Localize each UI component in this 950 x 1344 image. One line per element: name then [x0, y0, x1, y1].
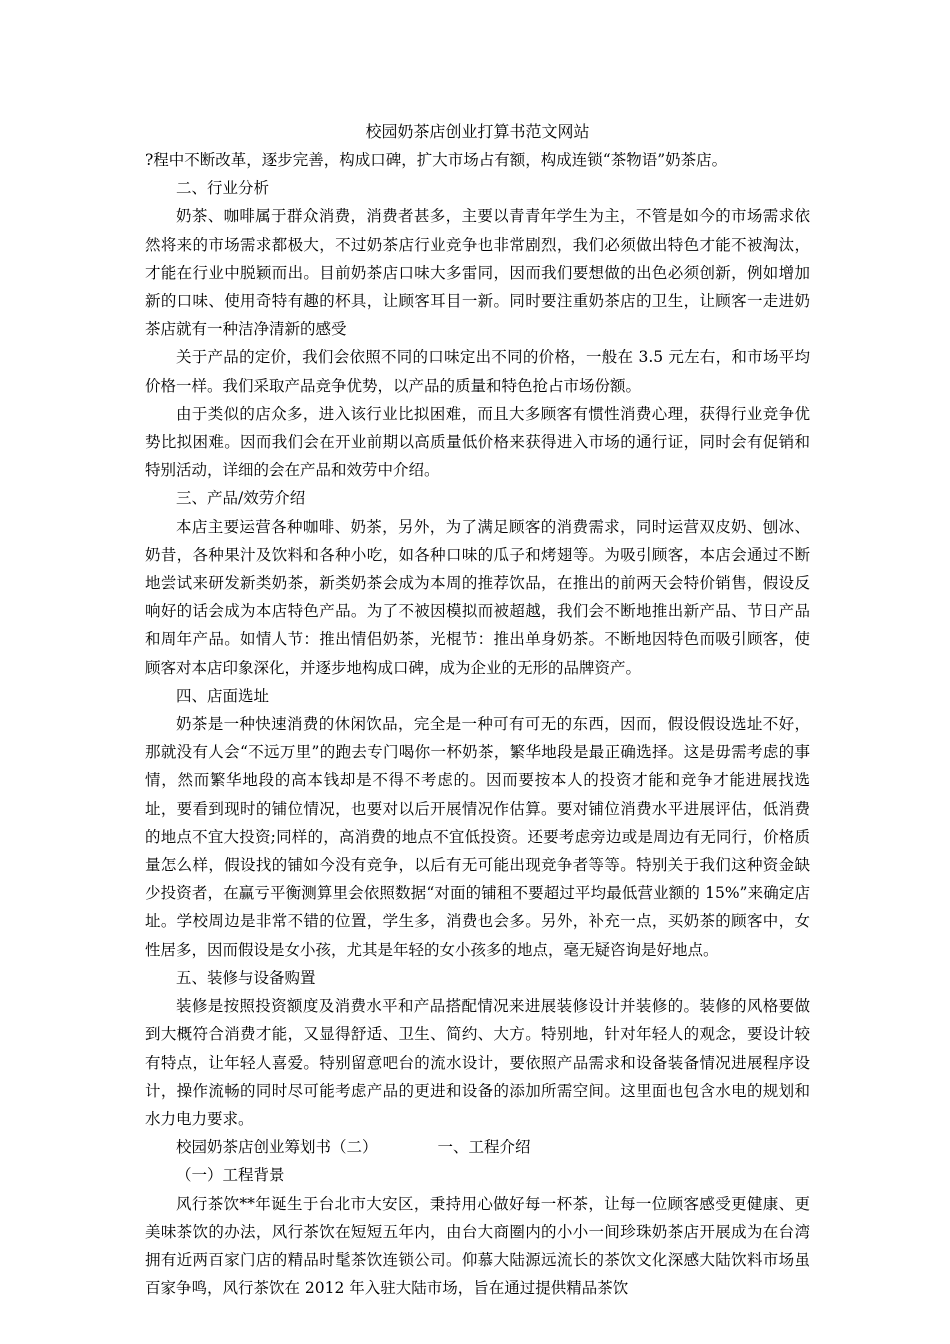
paragraph-products: 本店主要运营各种咖啡、奶茶，另外，为了满足顾客的消费需求，同时运营双皮奶、刨冰、奶昔，各种果汁及饮料和各种小吃，如各种口味的瓜子和烤翅等。为吸引顾客，本店会通过不断地尝试来研发新类奶茶，新类奶茶会成为本周的推荐饮品，在推出的前两天会特价销售，假设反响好的话会成为本店特色产品。为了不被因模拟而被超越，我们会不断地推出新产品、节日产品和周年产品。如情人节：推出情侣奶茶，光棍节：推出单身奶茶。不断地因特色而吸引顾客，使顾客对本店印象深化，并逐步地构成口碑，成为企业的无形的品牌资产。: [145, 517, 810, 677]
paragraph-continuation: ?程中不断改革，逐步完善，构成口碑，扩大市场占有额，构成连锁“茶物语”奶茶店。: [145, 151, 728, 169]
section-heading-decoration: 五、装修与设备购置: [176, 968, 316, 987]
paragraph-industry-3: 由于类似的店众多，进入该行业比拟困难，而且大多顾客有惯性消费心理，获得行业竞争优势比拟困难。因而我们会在开业前期以高质量低价格来获得进入市场的通行证，同时会有促销和特别活动，详细的会在产品和效劳中介绍。: [145, 404, 810, 480]
paragraph-background: 风行茶饮**年诞生于台北市大安区，秉持用心做好每一杯茶，让每一位顾客感受更健康、更美味茶饮的办法，风行茶饮在短短五年内，由台大商圈内的小小一间珍珠奶茶店开展成为在台湾拥有近两百家门店的精品时髦茶饮连锁公司。仰慕大陆源远流长的茶饮文化深感大陆饮料市场虽百家争鸣，风行茶饮在 2012 年入驻大陆市场，旨在通过提供精品茶饮: [145, 1194, 810, 1298]
project-intro-heading: 一、工程介绍: [437, 1138, 531, 1157]
subsection-heading-background: （一）工程背景: [176, 1166, 285, 1185]
section-heading-location: 四、店面选址: [176, 686, 270, 705]
paragraph-industry-1: 奶茶、咖啡属于群众消费，消费者甚多，主要以青青年学生为主，不管是如今的市场需求依然将来的市场需求都极大，不过奶茶店行业竞争也非常剧烈，我们必须做出特色才能不被淘汰，才能在行业中脱颖而出。目前奶茶店口味大多雷同，因而我们要想做的出色必须创新，例如增加新的口味、使用奇特有趣的杯具，让顾客耳目一新。同时要注重奶茶店的卫生，让顾客一走进奶茶店就有一种洁净清新的感受: [145, 207, 810, 339]
paragraph-location: 奶茶是一种快速消费的休闲饮品，完全是一种可有可无的东西，因而，假设假设选址不好，那就没有人会“不远万里”的跑去专门喝你一杯奶茶，繁华地段是最正确选择。这是毋需考虑的事情，然而繁华地段的高本钱却是不得不考虑的。因而要按本人的投资才能和竞争才能进展找选址，要看到现时的铺位情况，也要对以后开展情况作估算。要对铺位消费水平进展评估，低消费的地点不宜大投资;同样的，高消费的地点不宜低投资。还要考虑旁边或是周边有无同行，价格质量怎么样，假设找的铺如今没有竞争，以后有无可能出现竞争者等等。特别关于我们这种资金缺少投资者，在赢亏平衡测算里会依照数据“对面的铺租不要超过平均最低营业额的 15%”来确定店址。学校周边是非常不错的位置，学生多，消费也会多。另外，补充一点，买奶茶的顾客中，女性居多，因而假设是女小孩，尤其是年轻的女小孩多的地点，毫无疑咨询是好地点。: [145, 715, 810, 959]
section-heading-plan-two: [145, 1133, 810, 1161]
section-heading-products: 三、产品/效劳介绍: [176, 489, 306, 508]
document-page: [145, 118, 810, 1302]
section-heading-industry-analysis: 二、行业分析: [176, 179, 270, 198]
paragraph-decoration: 装修是按照投资额度及消费水平和产品搭配情况来进展装修设计并装修的。装修的风格要做到大概符合消费才能，又显得舒适、卫生、简约、大方。特别地，针对年轻人的观念，要设计较有特点，让年轻人喜爱。特别留意吧台的流水设计，要依照产品需求和设备装备情况进展程序设计，操作流畅的同时尽可能考虑产品的更进和设备的添加所需空间。这里面也包含水电的规划和水力电力要求。: [145, 997, 810, 1128]
document-title: 校园奶茶店创业打算书范文网站: [365, 122, 590, 141]
plan-two-title: 校园奶茶店创业筹划书（二）: [176, 1138, 378, 1157]
paragraph-industry-2: 关于产品的定价，我们会依照不同的口味定出不同的价格，一般在 3.5 元左右，和市场平均价格一样。我们采取产品竞争优势，以产品的质量和特色抢占市场份额。: [145, 348, 810, 395]
